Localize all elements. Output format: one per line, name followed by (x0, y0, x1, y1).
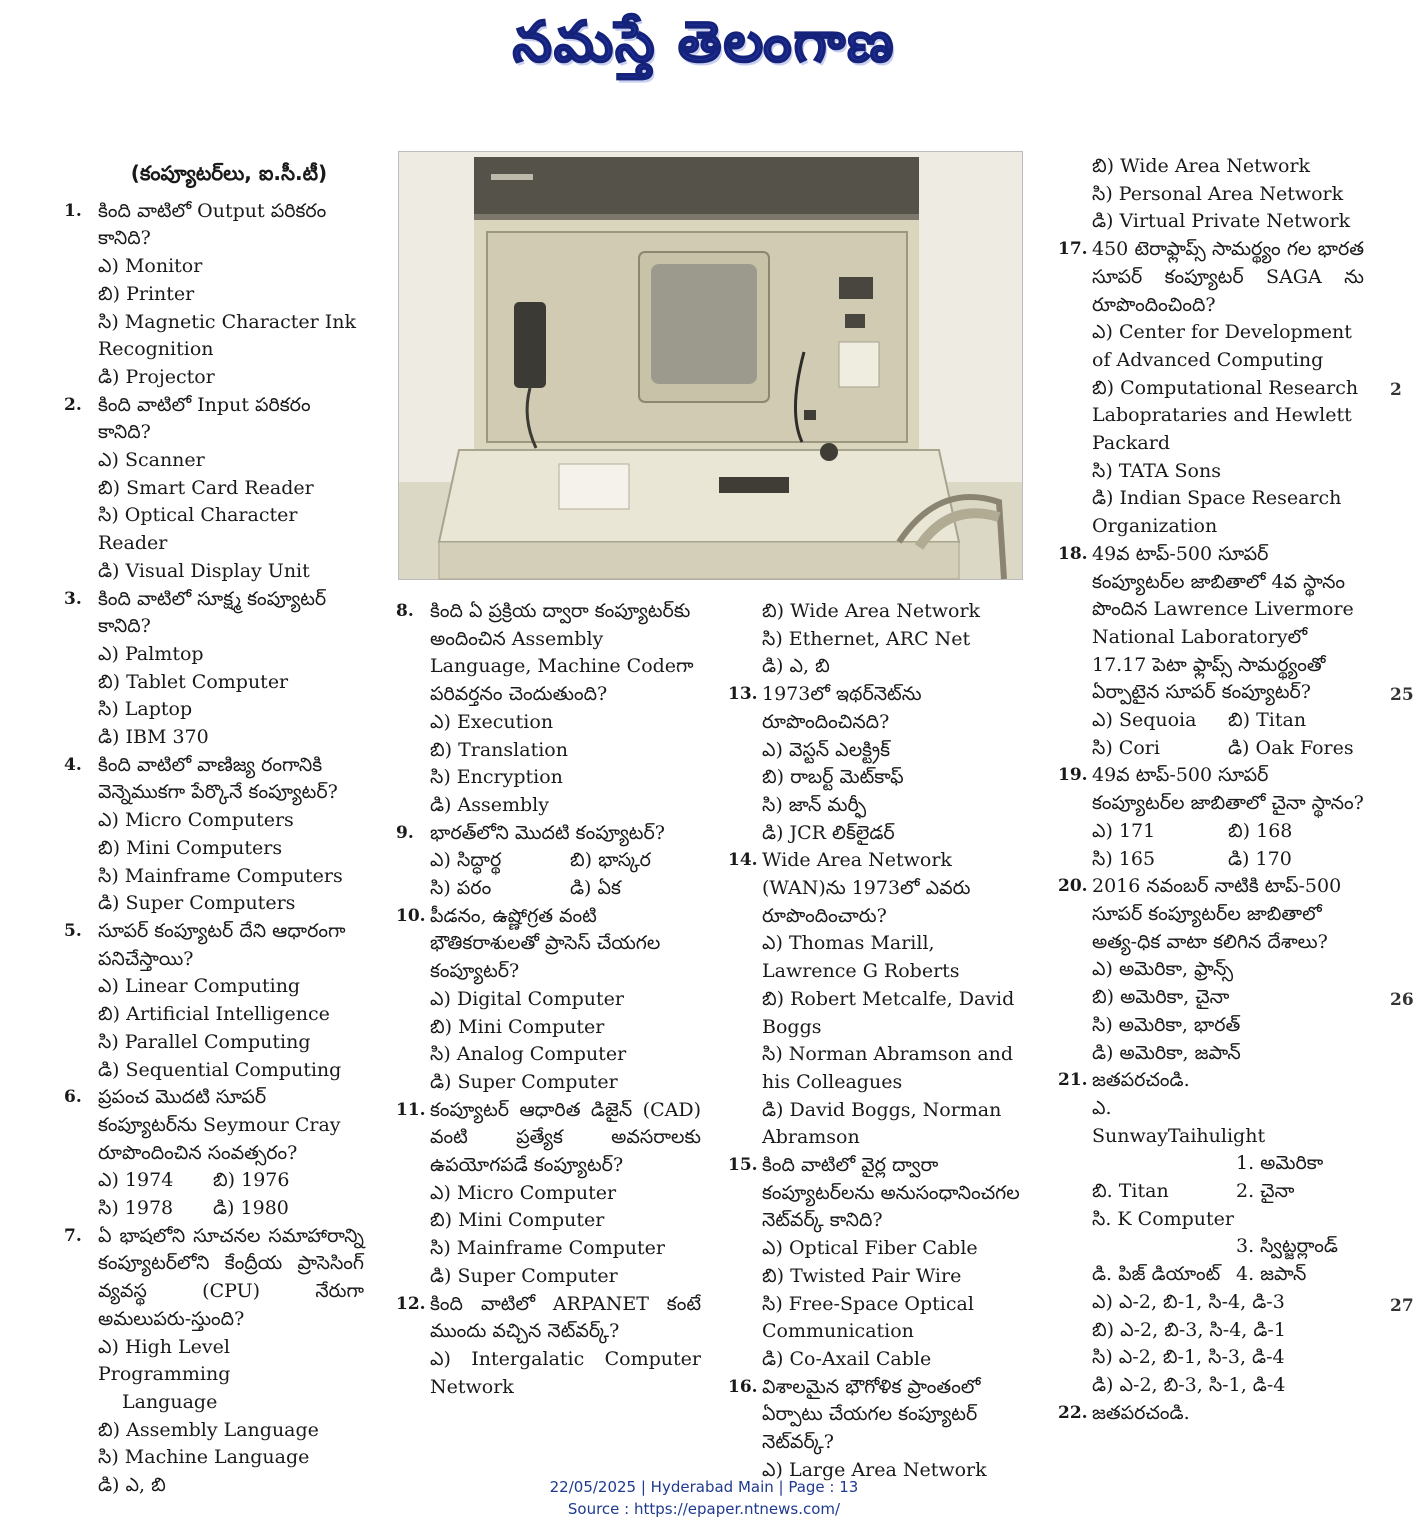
section-title: (కంప్యూటర్‌లు, ఐ.సీ.టీ) (130, 161, 328, 185)
question-1: 1. కింది వాటిలో Output పరికరం కానిది? (64, 199, 327, 250)
match-item: 2. చైనా (1236, 1180, 1295, 1203)
option: బి) అమెరికా, చైనా (1092, 986, 1230, 1009)
column-1 (64, 160, 364, 1500)
option: సి) అమెరికా, భారత్ (1092, 1013, 1241, 1036)
column-4 (1058, 153, 1364, 1427)
question-2: 2. కింది వాటిలో Input పరికరం కానిది? (64, 393, 311, 444)
option-row (1058, 818, 1364, 846)
option: ఎ) ఎ-2, బి-1, సి-4, డి-3 (1092, 1290, 1285, 1313)
option: బి) Mini Computers (98, 836, 283, 859)
option: సి) Mainframe Computer (430, 1237, 665, 1260)
option: ఎ) 171 (1092, 819, 1156, 842)
question-6: 6. ప్రపంచ మొదటి సూపర్ కంప్యూటర్‌ను Seymour Cray రూపొందించిన సంవత్సరం? (64, 1086, 341, 1164)
option: బి) Translation (430, 738, 568, 761)
option: బి) భాస్కర (570, 849, 651, 872)
option: ఎ) Scanner (98, 449, 205, 472)
option: బి) Twisted Pair Wire (762, 1264, 962, 1287)
option: సి) Magnetic Character Ink Recognition (98, 310, 357, 361)
option: సి) Analog Computer (430, 1043, 627, 1066)
option: సి) Mainframe Computers (98, 864, 343, 887)
option: సి) Parallel Computing (98, 1030, 311, 1053)
option: డి) ఎ, బి (762, 655, 830, 678)
option: సి) 165 (1092, 847, 1156, 870)
newspaper-masthead: నమస్తే తెలంగాణ (512, 10, 896, 75)
option: డి) 170 (1228, 847, 1292, 870)
option: డి) అమెరికా, జపాన్ (1092, 1041, 1241, 1064)
option: ఎ) సిద్ధార్థ (430, 849, 502, 872)
option: డి) IBM 370 (98, 726, 209, 749)
option: డి) Super Computers (98, 892, 296, 915)
option: ఎ) Sequoia (1092, 709, 1197, 732)
match-item: ఎ. SunwayTaihulight (1092, 1096, 1266, 1147)
question-21: 21. జతపరచండి. (1058, 1069, 1190, 1092)
option: బి) Tablet Computer (98, 670, 289, 693)
match-item: 4. జపాన్ (1236, 1263, 1307, 1286)
option: బి) Titan (1228, 709, 1307, 732)
edge-number: 27 (1390, 1296, 1414, 1316)
match-item: సి. K Computer (1092, 1207, 1235, 1230)
option: ఎ) Execution (430, 710, 554, 733)
option: ఎ) అమెరికా, ఫ్రాన్స్ (1092, 958, 1234, 981)
option: బి) ఎ-2, బి-3, సి-4, డి-1 (1092, 1318, 1286, 1341)
question-4: 4. కింది వాటిలో వాణిజ్య రంగానికి వెన్నెముకగా పేర్కొనే కంప్యూటర్? (64, 753, 338, 804)
option: ఎ) Palmtop (98, 642, 204, 665)
column-2 (396, 598, 701, 1401)
option: సి) ఎ-2, బి-1, సి-3, డి-4 (1092, 1346, 1285, 1369)
match-item: బి. Titan (1092, 1180, 1169, 1203)
option: సి) Norman Abramson and his Colleagues (762, 1043, 1014, 1093)
question-12: 12. కింది వాటిలో ARPANET కంటే ముందు వచ్చిన నెట్‌వర్క్? (396, 1292, 701, 1343)
match-row (1058, 1206, 1364, 1234)
edge-number: 25 (1390, 685, 1414, 705)
option-row (1058, 735, 1364, 763)
question-22: 22. జతపరచండి. (1058, 1401, 1190, 1424)
match-item: 1. అమెరికా (1236, 1152, 1324, 1175)
option: డి) Oak Fores (1228, 736, 1354, 759)
match-row (1058, 1150, 1364, 1178)
edge-number: 26 (1390, 990, 1414, 1010)
option: బి) Printer (98, 282, 195, 305)
option: ఎ) Large Area Network (762, 1458, 987, 1481)
option: సి) జాన్ మర్ఫీ (762, 793, 867, 816)
question-7: 7. ఏ భాషలోని సూచనల సమాహారాన్ని కంప్యూటర్‌లోని కేంద్రీయ ప్రాసెసింగ్ వ్యవస్థ (CPU) నేరుగా అమలుపరు-స్తుంది? (64, 1224, 364, 1330)
option: ఎ) Micro Computers (98, 809, 294, 832)
option: ఎ) Monitor (98, 255, 203, 278)
question-9: 9. భారత్‌లోని మొదటి కంప్యూటర్? (396, 821, 665, 844)
question-3: 3. కింది వాటిలో సూక్ష్మ కంప్యూటర్ కానిది? (64, 587, 327, 638)
match-item: 3. స్విట్జర్లాండ్ (1236, 1235, 1338, 1258)
option: డి) Super Computer (430, 1070, 618, 1093)
option: బి) Robert Metcalfe, David Boggs (762, 987, 1015, 1038)
question-5: 5. సూపర్ కంప్యూటర్ దేని ఆధారంగా పనిచేస్తాయి? (64, 919, 346, 970)
match-row (1058, 1261, 1364, 1289)
option: ఎ) Digital Computer (430, 987, 624, 1010)
option: ఎ) Micro Computer (430, 1181, 617, 1204)
option: డి) ఎ, బి (98, 1474, 166, 1497)
option: బి) Mini Computer (430, 1209, 605, 1232)
match-row (1058, 1233, 1364, 1261)
option: డి) Co-Axail Cable (762, 1347, 932, 1370)
question-17: 17. 450 టెరాఫ్లాప్స్ సామర్థ్యం గల భారత సూపర్ కంప్యూటర్ SAGA ను రూపొందించింది? (1058, 238, 1364, 316)
option: సి) Optical Character Reader (98, 504, 298, 555)
option: డి) ఏక (570, 877, 621, 900)
option: సి) Encryption (430, 766, 563, 789)
option: ఎ) Center for Development of Advanced Computing (1092, 321, 1352, 371)
question-8: 8. కింది ఏ ప్రక్రియ ద్వారా కంప్యూటర్‌కు అందించిన Assembly Language, Machine Codeగా పరివర్తనం చెందుతుంది? (396, 600, 694, 706)
footer-source: Source : https://epaper.ntnews.com/ (567, 1500, 841, 1518)
match-row (1058, 1095, 1364, 1150)
option: డి) Projector (98, 365, 215, 388)
question-19: 19. 49వ టాప్-500 సూపర్ కంప్యూటర్‌ల జాబితాలో చైనా స్థానం? (1058, 764, 1364, 815)
option: సి) Machine Language (98, 1446, 310, 1469)
option: బి) రాబర్ట్ మెట్‌కాఫ్ (762, 766, 904, 789)
option: బి) 1976 (213, 1169, 290, 1192)
option: డి) Sequential Computing (98, 1058, 342, 1081)
option-row (1058, 707, 1364, 735)
option: డి) Visual Display Unit (98, 559, 310, 582)
option: బి) Mini Computer (430, 1015, 605, 1038)
question-20: 20. 2016 నవంబర్ నాటికి టాప్-500 సూపర్ కంప్యూటర్‌ల జాబితాలో అత్య-ధిక వాటా కలిగిన దేశాలు? (1058, 875, 1342, 953)
option-row (396, 847, 701, 875)
option-row (64, 1167, 364, 1195)
question-10: 10. పీడనం, ఉష్ణోగ్రత వంటి భౌతికరాశులతో ప్రాసెస్ చేయగల కంప్యూటర్? (396, 904, 661, 983)
option-continuation: Language (122, 1390, 218, 1413)
option: బి) Smart Card Reader (98, 476, 314, 499)
option: సి) TATA Sons (1092, 459, 1221, 482)
match-row (1058, 1178, 1364, 1206)
option: ఎ) Linear Computing (98, 975, 301, 998)
option: ఎ) వెస్టన్ ఎలక్ట్రిక్ (762, 738, 890, 761)
option: సి) Personal Area Network (1092, 182, 1344, 205)
footer-date-edition: 22/05/2025 | Hyderabad Main | Page : 13 (549, 1478, 859, 1496)
option: బి) 168 (1228, 819, 1293, 842)
option: ఎ) Intergalatic Computer Network (430, 1347, 701, 1398)
column-3 (728, 598, 1032, 1485)
option: సి) Cori (1092, 736, 1160, 759)
option: బి) Computational Research Laboprataries and Hewlett Packard (1092, 376, 1359, 455)
option: సి) పరం (430, 877, 492, 900)
option: డి) Super Computer (430, 1264, 618, 1287)
question-13: 13. 1973లో ఇథర్‌నెట్‌ను రూపొందించినది? (728, 683, 922, 733)
option: డి) 1980 (213, 1197, 289, 1220)
option: సి) Laptop (98, 698, 193, 721)
option: సి) Free-Space Optical Communication (762, 1292, 974, 1343)
option: బి) Wide Area Network (1092, 155, 1311, 177)
option: డి) Indian Space Research Organization (1092, 487, 1342, 538)
question-14: 14. Wide Area Network (WAN)ను 1973లో ఎవరు రూపొందించారు? (728, 849, 971, 927)
option: డి) Virtual Private Network (1092, 210, 1351, 233)
option: సి) Ethernet, ARC Net (762, 627, 971, 650)
option: డి) JCR లిక్‌లైడర్ (762, 821, 895, 844)
option-row (64, 1195, 364, 1223)
option: డి) Assembly (430, 793, 549, 816)
option: బి) Assembly Language (98, 1418, 319, 1441)
match-item: డి. పిజ్ డియాంట్ (1092, 1263, 1221, 1286)
option: ఎ) Thomas Marill, Lawrence G Roberts (762, 932, 960, 983)
option-row (1058, 846, 1364, 874)
option: సి) 1978 (98, 1197, 174, 1220)
question-16: 16. విశాలమైన భౌగోళిక ప్రాంతంలో ఏర్పాటు చేయగల కంప్యూటర్ నెట్‌వర్క్? (728, 1375, 981, 1454)
option: ఎ) High Level Programming (98, 1335, 231, 1386)
question-11: 11. కంప్యూటర్ ఆధారిత డిజైన్ (CAD) వంటి ప్రత్యేక అవసరాలకు ఉపయోగపడే కంప్యూటర్? (396, 1098, 701, 1177)
question-18: 18. 49వ టాప్-500 సూపర్ కంప్యూటర్‌ల జాబితాలో 4వ స్థానం పొందిన Lawrence Livermore National Laboratoryలో 17.17 పెటా ఫ్లాప్స్ సామర్థ్యంతో ఏర్పాటైన సూపర్ కంప్యూటర్? (1058, 542, 1354, 704)
option: ఎ) 1974 (98, 1169, 174, 1192)
option: డి) David Boggs, Norman Abramson (762, 1098, 1002, 1149)
option: బి) Wide Area Network (762, 600, 981, 622)
computer-terminal-illustration (399, 152, 1022, 579)
edge-number: 2 (1390, 380, 1402, 400)
computer-terminal-photo (398, 151, 1023, 580)
option-row (396, 875, 701, 903)
option: బి) Artificial Intelligence (98, 1003, 330, 1026)
option: ఎ) Optical Fiber Cable (762, 1237, 978, 1260)
option: డి) ఎ-2, బి-3, సి-1, డి-4 (1092, 1373, 1286, 1396)
question-15: 15. కింది వాటిలో వైర్ల ద్వారా కంప్యూటర్‌లను అనుసంధానించగల నెట్‌వర్క్ కానిది? (728, 1154, 1020, 1232)
